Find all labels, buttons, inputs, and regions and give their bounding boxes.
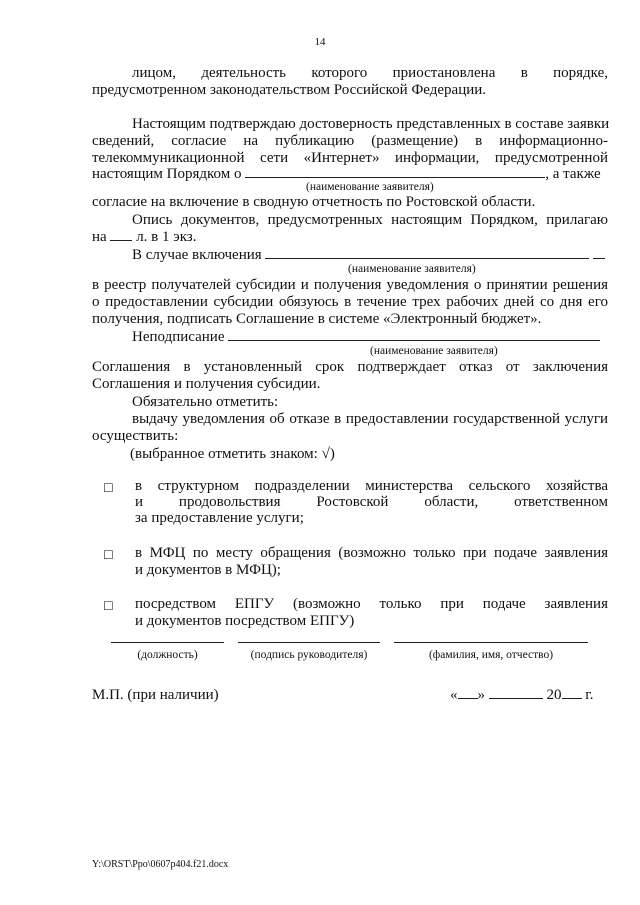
text-fragment: , а также bbox=[545, 166, 601, 182]
full-name-caption: (фамилия, имя, отчество) bbox=[428, 649, 554, 661]
text-line: выдачу уведомления об отказе в предоставлении государственной услуги bbox=[132, 411, 608, 427]
date-open-quote: « bbox=[450, 687, 458, 703]
text-fragment: на bbox=[92, 229, 107, 245]
text-line: сведений, согласие на публикацию (размещение) в информационно- bbox=[92, 133, 608, 149]
text-line: Соглашения в установленный срок подтверждает отказ от заключения bbox=[92, 359, 608, 375]
applicant-name-blank-tail bbox=[593, 246, 605, 259]
text-line: лицом, деятельность которого приостановлена в порядке, bbox=[132, 65, 608, 81]
option-text-line: и документов в МФЦ); bbox=[135, 562, 281, 578]
applicant-name-blank bbox=[228, 328, 600, 341]
position-caption: (должность) bbox=[137, 649, 198, 661]
checkbox-structural-unit[interactable]: ☐ bbox=[103, 481, 114, 495]
text-line: согласие на включение в сводную отчетность по Ростовской области. bbox=[92, 194, 536, 210]
page-number: 14 bbox=[314, 36, 326, 48]
text-line: Соглашения и получения субсидии. bbox=[92, 376, 321, 392]
text-line: телекоммуникационной сети «Интернет» информации, предусмотренной bbox=[92, 150, 608, 166]
text-line: в реестр получателей субсидии и получения уведомления о принятии решения bbox=[92, 277, 608, 293]
text-fragment: настоящим Порядком о bbox=[92, 166, 242, 182]
checkbox-epgu[interactable]: ☐ bbox=[103, 599, 114, 613]
date-field bbox=[450, 686, 593, 705]
text-line: предусмотренном законодательством Российской Федерации. bbox=[92, 82, 487, 98]
text-line: Опись документов, предусмотренных настоящим Порядком, прилагаю bbox=[132, 212, 608, 228]
field-caption: (наименование заявителя) bbox=[348, 263, 476, 275]
checkbox-mfc[interactable]: ☐ bbox=[103, 548, 114, 562]
signature-caption: (подпись руководителя) bbox=[250, 649, 368, 661]
field-caption: (наименование заявителя) bbox=[306, 181, 434, 193]
option-text-line: в структурном подразделении министерства сельского хозяйства bbox=[135, 478, 608, 494]
text-fragment: Неподписание bbox=[132, 329, 225, 345]
text-line: осуществить: bbox=[92, 428, 179, 444]
year-prefix: 20 bbox=[546, 687, 562, 703]
option-text-line: в МФЦ по месту обращения (возможно только при подаче заявления bbox=[135, 545, 608, 561]
applicant-name-blank bbox=[265, 246, 589, 259]
full-name-line bbox=[394, 642, 588, 643]
option-text-line: посредством ЕПГУ (возможно только при подаче заявления bbox=[135, 596, 608, 612]
text-line bbox=[92, 328, 608, 347]
month-blank bbox=[489, 686, 543, 699]
stamp-label: М.П. (при наличии) bbox=[92, 687, 219, 703]
year-blank bbox=[562, 686, 582, 699]
text-line: (выбранное отметить знаком: √) bbox=[130, 446, 335, 462]
option-text-line: и продовольствия Ростовской области, ответственном bbox=[135, 494, 608, 510]
text-line: о предоставлении субсидии обязуюсь в течение трех рабочих дней со дня его bbox=[92, 294, 608, 310]
text-line: Обязательно отметить: bbox=[132, 394, 279, 410]
text-line: Настоящим подтверждаю достоверность представленных в составе заявки bbox=[132, 116, 610, 132]
text-fragment: л. в 1 экз. bbox=[136, 229, 197, 245]
signature-line bbox=[238, 642, 380, 643]
position-line bbox=[111, 642, 224, 643]
applicant-name-blank bbox=[245, 165, 545, 178]
text-line: получения, подписать Соглашение в системе «Электронный бюджет». bbox=[92, 311, 542, 327]
text-line bbox=[92, 228, 608, 247]
option-text-line: и документов посредством ЕПГУ) bbox=[135, 613, 355, 629]
option-text-line: за предоставление услуги; bbox=[135, 510, 304, 526]
field-caption: (наименование заявителя) bbox=[370, 345, 498, 357]
day-blank bbox=[458, 686, 478, 699]
sheets-count-blank bbox=[110, 228, 132, 241]
year-suffix: г. bbox=[585, 687, 594, 703]
date-close-quote: » bbox=[477, 687, 485, 703]
footer-file-path: Y:\ORST\Ppo\0607p404.f21.docx bbox=[92, 859, 229, 870]
text-fragment: В случае включения bbox=[132, 247, 262, 263]
